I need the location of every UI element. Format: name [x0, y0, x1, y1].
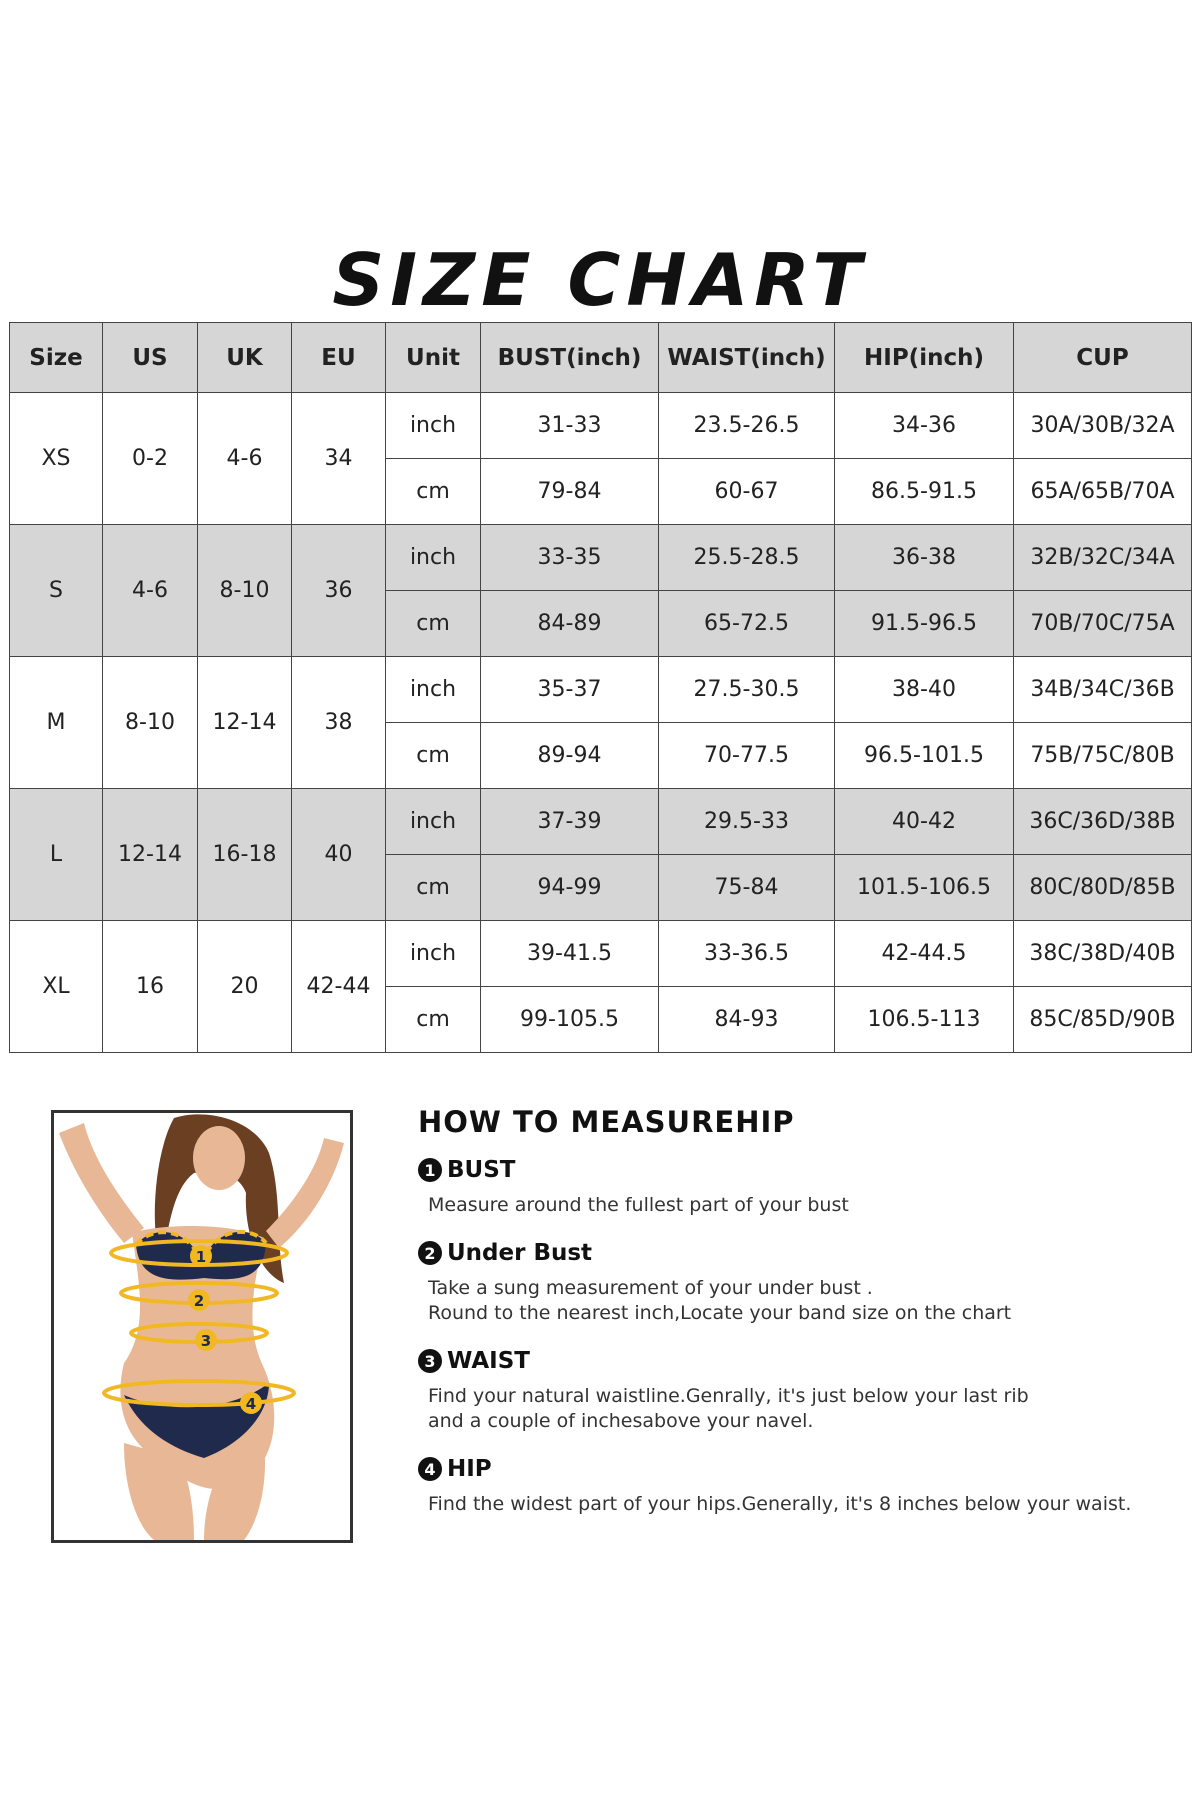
cell-waist: 65-72.5: [659, 591, 835, 657]
cell-unit: cm: [386, 723, 481, 789]
cell-unit: inch: [386, 393, 481, 459]
header-waist: WAIST(inch): [659, 323, 835, 393]
marker-4: [240, 1392, 262, 1414]
step-description: [428, 1276, 1158, 1326]
cell-cup: 70B/70C/75A: [1014, 591, 1192, 657]
cell-us: 12-14: [103, 789, 198, 921]
cell-size: M: [10, 657, 103, 789]
step-description-line: Round to the nearest inch,Locate your band size on the chart: [428, 1302, 1012, 1324]
marker-1-label: 1: [195, 1248, 207, 1266]
cell-bust: 89-94: [481, 723, 659, 789]
cell-size: XS: [10, 393, 103, 525]
cell-waist: 84-93: [659, 987, 835, 1053]
cell-eu: 36: [292, 525, 386, 657]
cell-hip: 34-36: [835, 393, 1014, 459]
marker-1: [190, 1245, 212, 1267]
marker-4-label: 4: [245, 1395, 257, 1413]
how-to-measure-title: HOW TO MEASUREHIP: [418, 1105, 795, 1139]
size-chart-table: [9, 322, 1192, 1053]
cell-bust: 35-37: [481, 657, 659, 723]
cell-uk: 16-18: [198, 789, 292, 921]
marker-2: [188, 1289, 210, 1311]
cell-hip: 38-40: [835, 657, 1014, 723]
cell-hip: 91.5-96.5: [835, 591, 1014, 657]
step-description-line: Take a sung measurement of your under bust .: [428, 1277, 873, 1299]
step-hip: [418, 1456, 1158, 1517]
cell-waist: 60-67: [659, 459, 835, 525]
cell-bust: 94-99: [481, 855, 659, 921]
step-label: WAIST: [447, 1348, 530, 1374]
step-number-icon: 4: [418, 1457, 442, 1481]
cell-cup: 32B/32C/34A: [1014, 525, 1192, 591]
cell-unit: cm: [386, 591, 481, 657]
header-uk: UK: [198, 323, 292, 393]
step-label: BUST: [447, 1157, 516, 1183]
step-description: Find your natural waistline.Genrally, it's just below your last rib and a couple of inchesabove your navel.: [428, 1385, 1029, 1432]
cell-uk: 12-14: [198, 657, 292, 789]
cell-hip: 40-42: [835, 789, 1014, 855]
cell-waist: 70-77.5: [659, 723, 835, 789]
cell-eu: 42-44: [292, 921, 386, 1053]
header-eu: EU: [292, 323, 386, 393]
header-cup: CUP: [1014, 323, 1192, 393]
cell-uk: 8-10: [198, 525, 292, 657]
cell-bust: 79-84: [481, 459, 659, 525]
table-row: [10, 789, 1192, 855]
cell-hip: 96.5-101.5: [835, 723, 1014, 789]
step-number-icon: 1: [418, 1158, 442, 1182]
step-under-bust: [418, 1240, 1158, 1326]
cell-us: 16: [103, 921, 198, 1053]
cell-cup: 65A/65B/70A: [1014, 459, 1192, 525]
cell-waist: 29.5-33: [659, 789, 835, 855]
header-size: Size: [10, 323, 103, 393]
cell-cup: 36C/36D/38B: [1014, 789, 1192, 855]
cell-bust: 84-89: [481, 591, 659, 657]
header-bust: BUST(inch): [481, 323, 659, 393]
cell-cup: 75B/75C/80B: [1014, 723, 1192, 789]
cell-waist: 23.5-26.5: [659, 393, 835, 459]
table-row: [10, 525, 1192, 591]
face-shape: [193, 1126, 245, 1190]
step-waist: [418, 1348, 1158, 1434]
cell-bust: 33-35: [481, 525, 659, 591]
table-header-row: [10, 323, 1192, 393]
cell-unit: inch: [386, 657, 481, 723]
step-label: Under Bust: [447, 1240, 593, 1266]
cell-cup: 34B/34C/36B: [1014, 657, 1192, 723]
step-description: Measure around the fullest part of your bust: [428, 1194, 849, 1216]
header-us: US: [103, 323, 198, 393]
cell-unit: cm: [386, 855, 481, 921]
cell-size: L: [10, 789, 103, 921]
cell-size: XL: [10, 921, 103, 1053]
step-label: HIP: [447, 1456, 492, 1482]
cell-eu: 38: [292, 657, 386, 789]
table-row: [10, 921, 1192, 987]
step-number-icon: 3: [418, 1349, 442, 1373]
cell-waist: 33-36.5: [659, 921, 835, 987]
cell-bust: 31-33: [481, 393, 659, 459]
cell-eu: 34: [292, 393, 386, 525]
cell-size: S: [10, 525, 103, 657]
cell-cup: 85C/85D/90B: [1014, 987, 1192, 1053]
table-row: [10, 657, 1192, 723]
cell-waist: 25.5-28.5: [659, 525, 835, 591]
cell-unit: inch: [386, 789, 481, 855]
cell-bust: 37-39: [481, 789, 659, 855]
step-bust: [418, 1157, 1158, 1218]
marker-3-label: 3: [200, 1332, 212, 1350]
body-figure-image: [54, 1113, 350, 1540]
cell-us: 4-6: [103, 525, 198, 657]
cell-unit: cm: [386, 459, 481, 525]
cell-hip: 106.5-113: [835, 987, 1014, 1053]
cell-bust: 39-41.5: [481, 921, 659, 987]
cell-cup: 38C/38D/40B: [1014, 921, 1192, 987]
cell-unit: cm: [386, 987, 481, 1053]
cell-cup: 30A/30B/32A: [1014, 393, 1192, 459]
table-row: [10, 393, 1192, 459]
cell-cup: 80C/80D/85B: [1014, 855, 1192, 921]
marker-3: [195, 1329, 217, 1351]
cell-us: 8-10: [103, 657, 198, 789]
cell-hip: 36-38: [835, 525, 1014, 591]
cell-waist: 27.5-30.5: [659, 657, 835, 723]
cell-unit: inch: [386, 525, 481, 591]
cell-unit: inch: [386, 921, 481, 987]
cell-uk: 20: [198, 921, 292, 1053]
cell-hip: 86.5-91.5: [835, 459, 1014, 525]
step-number-icon: 2: [418, 1241, 442, 1265]
cell-hip: 42-44.5: [835, 921, 1014, 987]
header-hip: HIP(inch): [835, 323, 1014, 393]
step-description: Find the widest part of your hips.Generally, it's 8 inches below your waist.: [428, 1493, 1132, 1515]
cell-hip: 101.5-106.5: [835, 855, 1014, 921]
marker-2-label: 2: [193, 1292, 205, 1310]
cell-eu: 40: [292, 789, 386, 921]
cell-us: 0-2: [103, 393, 198, 525]
cell-uk: 4-6: [198, 393, 292, 525]
how-to-measure-section: [418, 1105, 1158, 1539]
cell-waist: 75-84: [659, 855, 835, 921]
measurement-illustration: [51, 1110, 353, 1543]
cell-bust: 99-105.5: [481, 987, 659, 1053]
page-title: SIZE CHART: [332, 238, 868, 322]
header-unit: Unit: [386, 323, 481, 393]
